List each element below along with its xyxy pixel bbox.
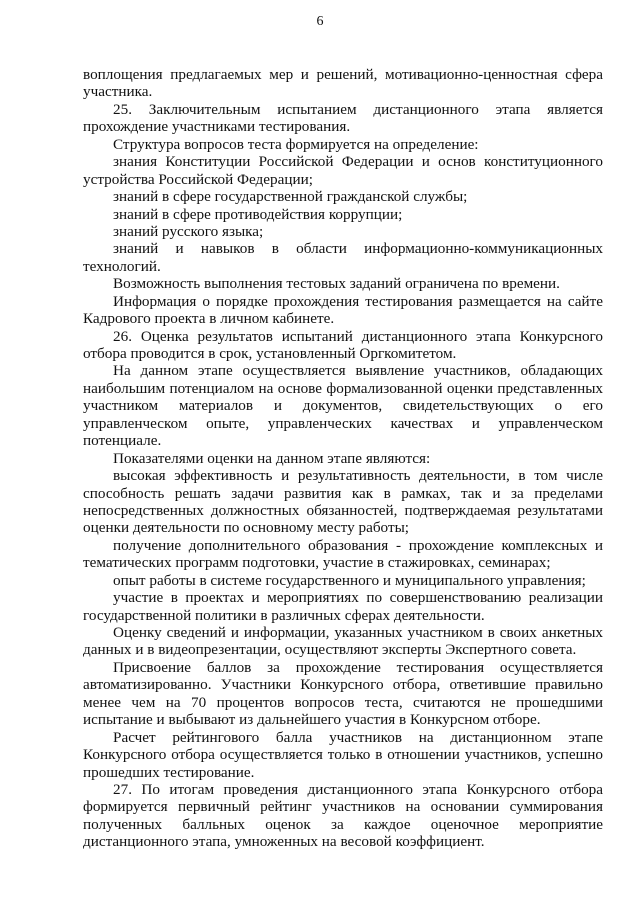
text-line: 26. Оценка результатов испытаний дистанционного этапа Конкурсного	[113, 327, 603, 345]
text-line: Присвоение баллов за прохождение тестирования осуществляется	[113, 658, 603, 676]
text-line: участие в проектах и мероприятиях по совершенствованию реализации	[113, 589, 603, 607]
text-line: участником материалов и документов, свидетельствующих о его	[83, 397, 603, 415]
text-line: прошедших тестирование.	[83, 763, 255, 781]
text-line: знания Конституции Российской Федерации и основ конституционного	[113, 153, 603, 171]
text-line: прохождение участниками тестирования.	[83, 118, 351, 136]
text-line: Конкурсного отбора осуществляется только в отношении участников, успешно	[83, 746, 603, 764]
text-line: знаний в сфере противодействия коррупции;	[113, 205, 403, 223]
text-line: устройства Российской Федерации;	[83, 170, 313, 188]
text-line: Расчет рейтингового балла участников на дистанционном этапе	[113, 728, 603, 746]
text-line: воплощения предлагаемых мер и решений, мотивационно-ценностная сфера	[83, 66, 603, 83]
text-line: Информация о порядке прохождения тестирования размещается на сайте	[113, 292, 603, 310]
text-line: наибольшим потенциалом на основе формализованной оценки представленных	[83, 379, 603, 397]
text-line: непосредственных должностных обязанностей, подтверждаемая результатами	[83, 501, 603, 519]
text-line: полученных балльных оценок за каждое оценочное мероприятие	[83, 815, 603, 833]
text-line: участника.	[83, 83, 153, 101]
text-line: знаний и навыков в области информационно-коммуникационных	[113, 240, 603, 258]
text-line: знаний в сфере государственной гражданской службы;	[113, 188, 468, 206]
text-line: Оценку сведений и информации, указанных участником в своих анкетных	[113, 624, 603, 641]
text-line: знаний русского языка;	[113, 222, 264, 240]
text-line: управленческом опыте, управленческих качествах и управленческом	[83, 414, 603, 432]
text-line: оценки деятельности по основному месту работы;	[83, 519, 410, 537]
text-line: государственной политики в различных сферах деятельности.	[83, 606, 485, 624]
page-number: 6	[316, 14, 324, 29]
text-line: технологий.	[83, 257, 161, 275]
text-line: менее чем на 70 процентов вопросов теста, считаются не прошедшими	[83, 693, 603, 711]
text-line: 27. По итогам проведения дистанционного этапа Конкурсного отбора	[113, 780, 603, 798]
text-line: дистанционного этапа, умноженных на весовой коэффициент.	[83, 833, 485, 851]
text-line: данных и в видеопрезентации, осуществляют эксперты Экспертного совета.	[83, 641, 577, 659]
text-line: На данном этапе осуществляется выявление участников, обладающих	[113, 362, 603, 380]
text-line: испытание и выбывают из дальнейшего участия в Конкурсном отборе.	[83, 711, 541, 729]
text-line: высокая эффективность и результативность деятельности, в том числе	[113, 467, 603, 485]
document-body	[83, 66, 603, 851]
text-line: Структура вопросов теста формируется на определение:	[113, 135, 479, 153]
text-line: отбора проводится в срок, установленный Оргкомитетом.	[83, 345, 457, 362]
text-line: получение дополнительного образования - прохождение комплексных и	[113, 536, 603, 554]
text-line: Кадрового проекта в личном кабинете.	[83, 310, 335, 328]
text-line: Показателями оценки на данном этапе являются:	[113, 449, 431, 467]
text-line: формируется первичный рейтинг участников на основании суммирования	[83, 798, 603, 816]
text-line: автоматизированно. Участники Конкурсного отбора, ответившие правильно	[83, 676, 603, 694]
text-line: тематических программ подготовки, участие в стажировках, семинарах;	[83, 554, 551, 572]
text-line: 25. Заключительным испытанием дистанционного этапа является	[113, 100, 603, 118]
text-line: способность решать задачи развития как в рамках, так и за пределами	[83, 484, 603, 502]
text-line: Возможность выполнения тестовых заданий ограничена по времени.	[113, 275, 560, 293]
text-line: опыт работы в системе государственного и муниципального управления;	[113, 571, 586, 589]
text-line: потенциале.	[83, 432, 162, 450]
